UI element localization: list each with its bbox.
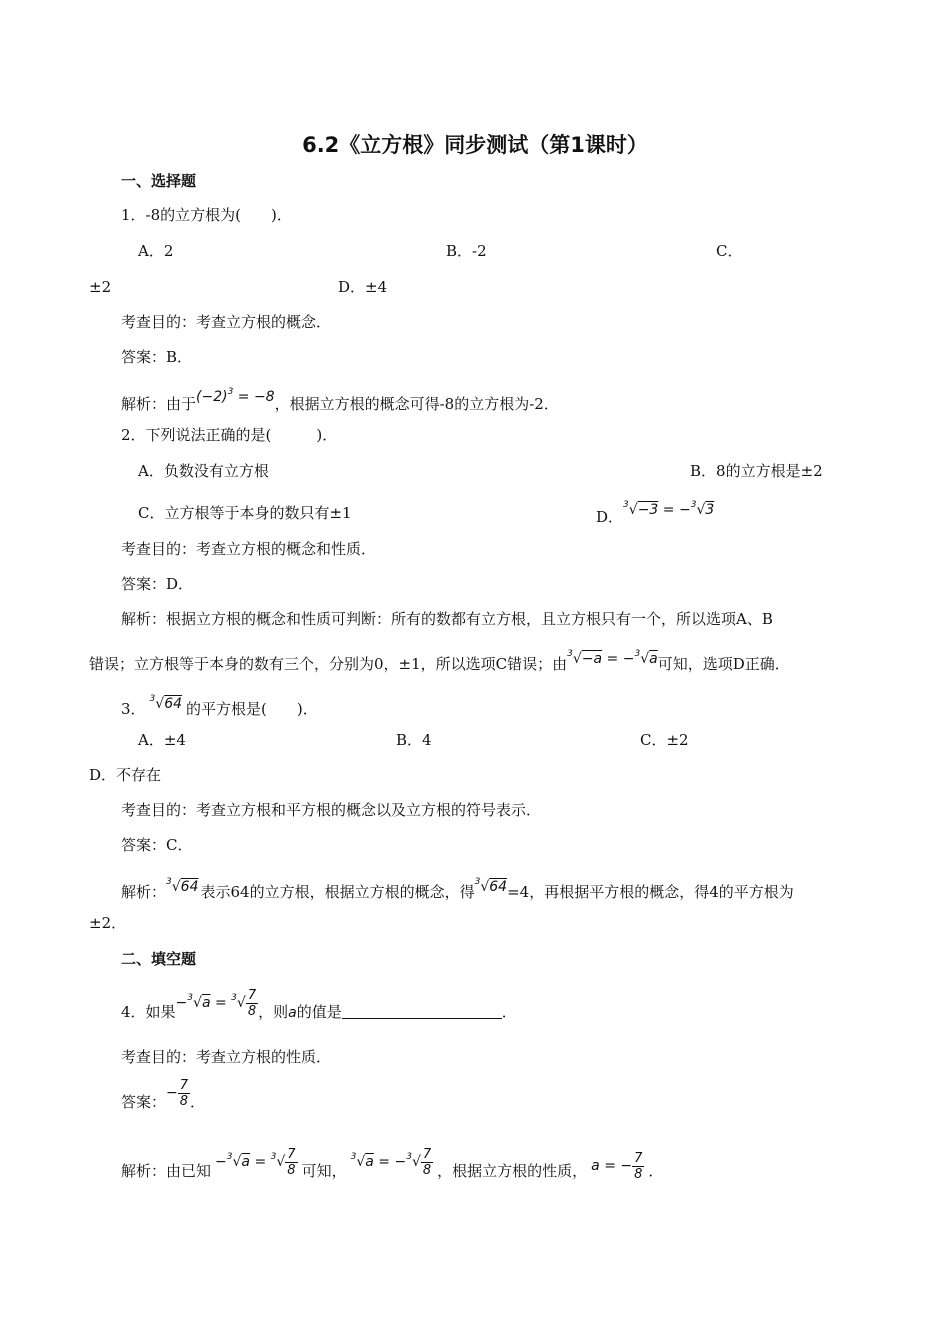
- q4-stem: [121, 983, 517, 1033]
- q4-exp-mid2: ，根据立方根的性质，: [437, 1162, 588, 1180]
- q1-option-c-value: ±2: [89, 278, 112, 296]
- q4-var: a: [288, 1005, 297, 1021]
- q4-mid: ，则: [258, 1003, 289, 1021]
- q4-exp-end: ．: [648, 1162, 664, 1180]
- q2-option-d-label: D．: [596, 508, 624, 526]
- q2-stem: 2．下列说法正确的是( )．: [121, 426, 338, 444]
- page-title: 6.2《立方根》同步测试（第1课时）: [302, 133, 648, 157]
- q4-exp-pre: 解析：由已知: [121, 1162, 212, 1180]
- q2-option-a: A．负数没有立方根: [138, 462, 269, 480]
- section-heading-fill: 二、填空题: [121, 950, 197, 968]
- q1-exp-post: ，根据立方根的概念可得-8的立方根为-2．: [274, 395, 559, 413]
- q3-exp-mid: 表示64的立方根，根据立方根的概念，得: [200, 883, 475, 901]
- q4-answer: [121, 1077, 206, 1122]
- q3-option-b: B．4: [396, 731, 432, 749]
- q1-answer: 答案：B．: [121, 348, 193, 366]
- q4-purpose: 考查目的：考查立方根的性质．: [121, 1048, 332, 1066]
- q4-answer-pre: 答案：: [121, 1093, 167, 1111]
- q4-pre: 4．如果: [121, 1003, 176, 1021]
- q1-option-c: C．: [716, 242, 743, 260]
- q3-explanation: [121, 878, 794, 903]
- q1-exp-pre: 解析：由于: [121, 395, 197, 413]
- q4-end: ．: [501, 1003, 517, 1021]
- q4-answer-end: ．: [190, 1093, 206, 1111]
- q2-explanation-line1: 解析：根据立方根的概念和性质可判断：所有的数都有立方根，且立方根只有一个，所以选项A、B: [121, 610, 773, 628]
- q3-answer: 答案：C．: [121, 836, 193, 854]
- q4-exp-math2: $^3$√a = −$^3$√ $\frac{7}{8}$: [350, 1146, 432, 1178]
- q3-stem-post: 的平方根是( )．: [186, 700, 318, 718]
- q4-answer-blank[interactable]: [342, 1004, 502, 1019]
- q2-purpose: 考查目的：考查立方根的概念和性质．: [121, 540, 377, 558]
- q1-stem: 1．-8的立方根为( )．: [121, 206, 292, 224]
- q2-option-d: [596, 500, 715, 528]
- q2-exp2-post: 可知，选项D正确．: [657, 655, 790, 673]
- q2-option-d-math: $^3$√−3 = −$^3$√3: [623, 500, 715, 518]
- q3-option-c: C．±2: [640, 731, 689, 749]
- section-heading-choice: 一、选择题: [121, 172, 197, 190]
- q2-option-b: B．8的立方根是±2: [690, 462, 823, 480]
- q3-option-a: A．±4: [138, 731, 186, 749]
- q1-explanation: [121, 387, 559, 415]
- q3-stem: [121, 695, 318, 720]
- q2-explanation-line2: [89, 650, 790, 675]
- q4-answer-math: − $\frac{7}{8}$: [166, 1077, 189, 1109]
- q3-exp-pre: 解析：: [121, 883, 167, 901]
- q4-exp-mid: 可知，: [301, 1162, 347, 1180]
- q4-math: −$^3$√a = $^3$√ $\frac{7}{8}$: [175, 987, 257, 1019]
- q2-answer: 答案：D．: [121, 575, 194, 593]
- q4-exp-math3: a = − $\frac{7}{8}$: [591, 1150, 643, 1182]
- q3-exp-math1: $^3$√64: [166, 877, 199, 895]
- q2-option-c: C．立方根等于本身的数只有±1: [138, 504, 352, 522]
- q1-option-b: B．-2: [446, 242, 487, 260]
- q3-option-d: D．不存在: [89, 766, 162, 784]
- q3-num: 3．: [121, 700, 146, 718]
- q4-post: 的值是: [296, 1003, 342, 1021]
- q3-math: $^3$√64: [149, 694, 183, 712]
- q4-exp-math1: −$^3$√a = $^3$√ $\frac{7}{8}$: [215, 1146, 296, 1178]
- q1-exp-math: $(-2)^3 = -8$: [196, 387, 275, 405]
- q3-exp-math2: $^3$√64: [474, 877, 508, 895]
- q3-explanation-end: ±2．: [89, 914, 127, 932]
- q1-option-a: A．2: [138, 242, 174, 260]
- q2-exp2-pre: 错误；立方根等于本身的数有三个，分别为0，±1，所以选项C错误；由: [89, 655, 568, 673]
- q3-purpose: 考查目的：考查立方根和平方根的概念以及立方根的符号表示．: [121, 801, 542, 819]
- q1-purpose: 考查目的：考查立方根的概念．: [121, 313, 332, 331]
- q1-option-d: D．±4: [338, 278, 388, 296]
- q3-exp-post: =4，再根据平方根的概念，得4的平方根为: [507, 883, 794, 901]
- q4-explanation: [121, 1142, 663, 1192]
- q2-exp2-math: $^3$√−a = −$^3$√a: [567, 649, 658, 667]
